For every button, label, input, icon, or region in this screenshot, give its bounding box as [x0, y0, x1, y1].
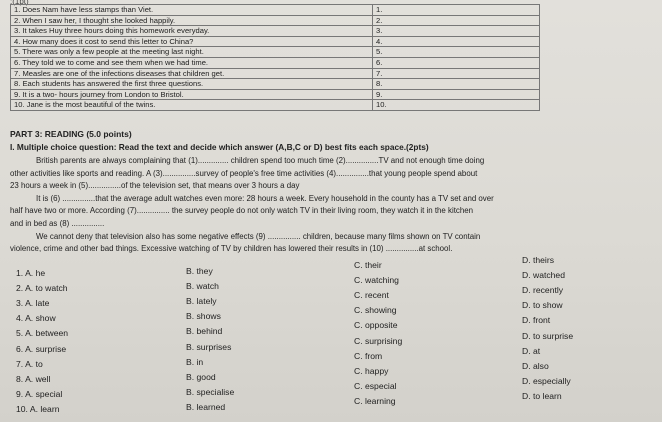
error-correction-table — [10, 4, 540, 111]
option-c[interactable]: C. surprising — [354, 335, 403, 346]
option-c[interactable]: C. happy — [354, 365, 389, 376]
question-text: 4. How many does it cost to send this letter to China? — [11, 36, 373, 47]
question-text: 6. They told we to come and see them when we had time. — [11, 57, 373, 68]
question-text: 2. When I saw her, I thought she looked happily. — [11, 15, 373, 26]
question-text: 9. It is a two- hours journey from London to Bristol. — [11, 89, 373, 100]
passage-line: 23 hours a week in (5)...............of the television set, that means over 3 hours a day — [10, 181, 300, 191]
answer-cell[interactable]: 5. — [373, 47, 540, 58]
question-row — [11, 26, 540, 37]
passage-line: We cannot deny that television also has some negative effects (9) ............... children, because many films shown on TV contain — [36, 231, 481, 241]
option-b[interactable]: B. shows — [186, 311, 221, 322]
option-d[interactable]: D. to learn — [522, 390, 562, 401]
question-row — [11, 36, 540, 47]
question-row — [11, 5, 540, 16]
option-a[interactable]: 2. A. to watch — [16, 283, 68, 294]
option-b[interactable]: B. in — [186, 356, 204, 367]
top-fragment: :(1pt) — [10, 0, 29, 6]
passage-line: violence, crime and other bad things. Excessive watching of TV by children has lowered their results in (10) ...............at school. — [10, 244, 453, 254]
answer-cell[interactable]: 1. — [373, 5, 540, 16]
question-row — [11, 89, 540, 100]
answer-cell[interactable]: 2. — [373, 15, 540, 26]
option-b[interactable]: B. good — [186, 371, 216, 382]
passage-line: half have two or more. According (7)............... the survey people do not only watch TV in their living room, they watch it in the kitchen — [10, 206, 473, 216]
question-row — [11, 57, 540, 68]
option-c[interactable]: C. their — [354, 260, 382, 270]
question-text: 7. Measles are one of the infections diseases that children get. — [11, 68, 373, 79]
option-b[interactable]: B. behind — [186, 326, 223, 337]
answer-cell[interactable]: 10. — [373, 100, 540, 111]
question-row — [11, 79, 540, 90]
answer-cell[interactable]: 9. — [373, 89, 540, 100]
option-b[interactable]: B. lately — [186, 296, 217, 307]
option-b[interactable]: B. learned — [186, 401, 226, 412]
option-b[interactable]: B. watch — [186, 281, 219, 292]
option-c[interactable]: C. especial — [354, 380, 397, 391]
option-a[interactable]: 8. A. well — [16, 373, 51, 384]
question-row — [11, 15, 540, 26]
question-text: 8. Each students has answered the first three questions. — [11, 79, 373, 90]
option-b[interactable]: B. they — [186, 266, 213, 276]
option-c[interactable]: C. watching — [354, 275, 399, 286]
question-row — [11, 47, 540, 58]
question-text: 10. Jane is the most beautiful of the twins. — [11, 100, 373, 111]
option-c[interactable]: C. showing — [354, 305, 397, 316]
option-a[interactable]: 9. A. special — [16, 388, 63, 399]
passage-line: other activities like sports and reading. A (3)...............survey of people's free time activities (4)...............that young people spend about — [10, 168, 478, 178]
answer-cell[interactable]: 4. — [373, 36, 540, 47]
answer-cell[interactable]: 3. — [373, 26, 540, 37]
option-a[interactable]: 4. A. show — [16, 313, 56, 324]
question-text: 1. Does Nam have less stamps than Viet. — [11, 5, 373, 16]
option-a[interactable]: 5. A. between — [16, 328, 69, 339]
option-c[interactable]: C. recent — [354, 290, 389, 301]
option-d[interactable]: D. at — [522, 345, 541, 356]
option-d[interactable]: D. to surprise — [522, 330, 574, 341]
option-d[interactable]: D. especially — [522, 375, 571, 386]
answer-cell[interactable]: 7. — [373, 68, 540, 79]
option-d[interactable]: D. to show — [522, 300, 563, 311]
part3-heading: PART 3: READING (5.0 points) — [10, 129, 132, 139]
option-d[interactable]: D. also — [522, 360, 549, 371]
option-d[interactable]: D. recently — [522, 285, 564, 296]
question-row — [11, 68, 540, 79]
option-d[interactable]: D. watched — [522, 270, 565, 281]
instruction-text: I. Multiple choice question: Read the text and decide which answer (A,B,C or D) best fits each space.(2pts) — [10, 142, 429, 152]
option-a[interactable]: 3. A. late — [16, 298, 50, 309]
option-d[interactable]: D. theirs — [522, 255, 554, 265]
question-text: 3. It takes Huy three hours doing this homework everyday. — [11, 26, 373, 37]
option-b[interactable]: B. specialise — [186, 386, 235, 397]
answer-cell[interactable]: 8. — [373, 79, 540, 90]
passage-line: British parents are always complaining that (1).............. children spend too much time (2)...............TV and not enough time doing — [36, 156, 485, 165]
option-c[interactable]: C. opposite — [354, 320, 398, 331]
option-b[interactable]: B. surprises — [186, 341, 232, 352]
answer-cell[interactable]: 6. — [373, 57, 540, 68]
passage-line: It is (6) ...............that the average adult watches even more: 28 hours a week. Every household in the county has a TV set and over — [36, 193, 494, 203]
option-c[interactable]: C. from — [354, 350, 383, 361]
option-a[interactable]: 10. A. learn — [16, 403, 60, 414]
question-text: 5. There was only a few people at the meeting last night. — [11, 47, 373, 58]
option-d[interactable]: D. front — [522, 315, 551, 326]
option-c[interactable]: C. learning — [354, 395, 396, 406]
question-row — [11, 100, 540, 111]
passage-line: and in bed as (8) ............... — [10, 218, 105, 228]
option-a[interactable]: 1. A. he — [16, 268, 46, 278]
option-a[interactable]: 7. A. to — [16, 358, 43, 369]
reading-passage — [10, 155, 652, 256]
option-a[interactable]: 6. A. surprise — [16, 343, 67, 354]
